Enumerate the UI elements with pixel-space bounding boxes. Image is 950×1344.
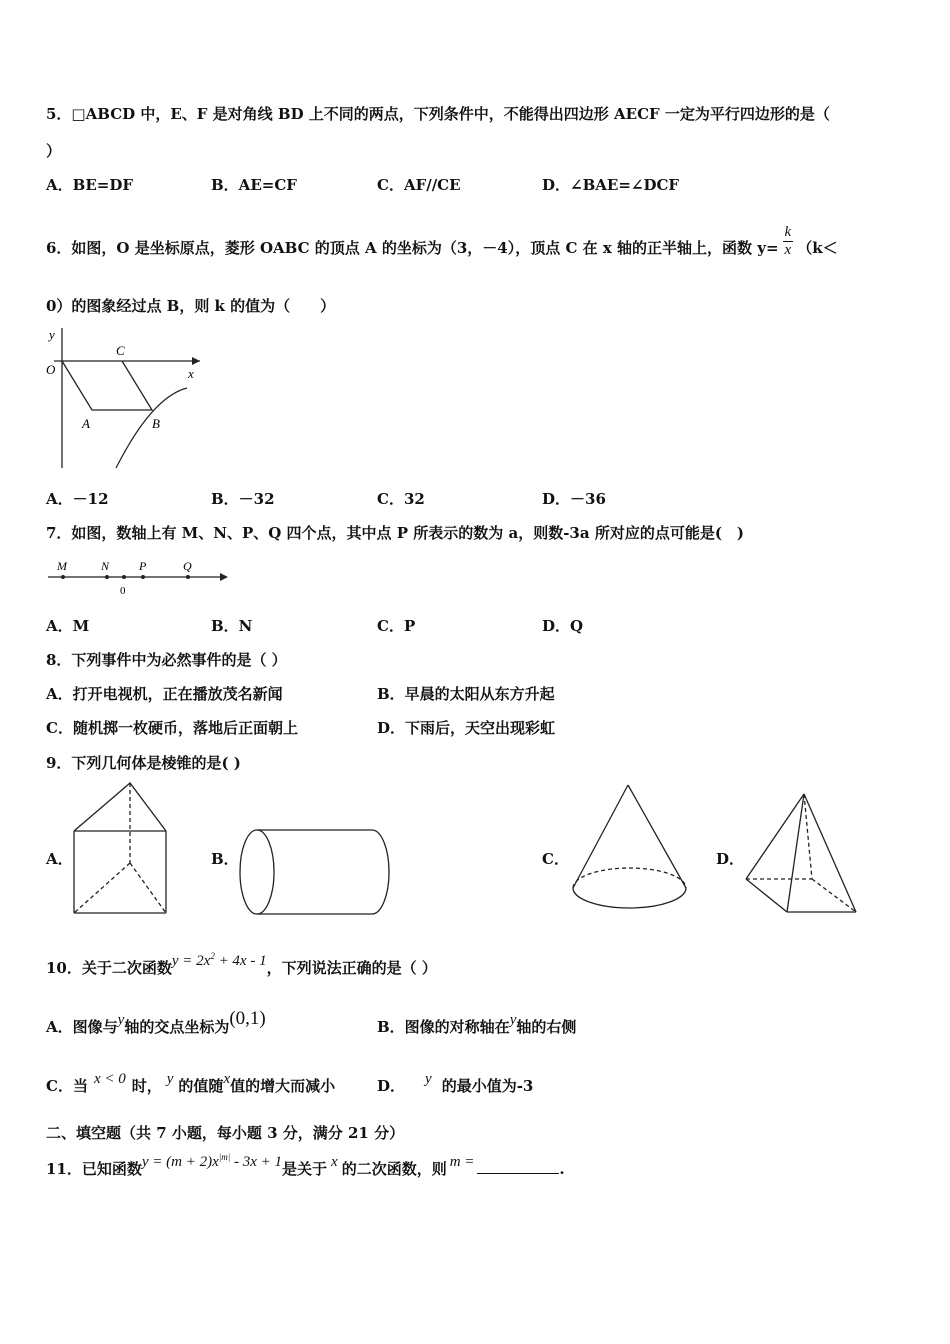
q10-option-d-var: y — [425, 1071, 432, 1087]
q10-option-a-point: (0,1) — [229, 1008, 266, 1029]
q10-option-b-suffix: 轴的右侧 — [516, 1018, 577, 1036]
q9-option-d-label: D． — [716, 850, 745, 868]
q10-function-exponent: 2 — [210, 951, 215, 961]
point-m — [61, 575, 65, 579]
label-n: N — [101, 559, 110, 573]
q5-option-c: C．AF//CE — [377, 176, 461, 194]
q10-option-b-var: y — [509, 1012, 517, 1028]
point-p — [141, 575, 145, 579]
q8-option-c: C．随机掷一枚硬币，落地后正面朝上 — [46, 719, 298, 737]
q6-option-a: A．－12 — [46, 490, 109, 508]
q7-stem: 7．如图，数轴上有 M、N、P、Q 四个点，其中点 P 所表示的数为 a，则数-3a 所对应的点可能是( ) — [46, 524, 745, 542]
q6-fraction-den: x — [784, 241, 792, 258]
q6-option-b: B．－32 — [211, 490, 275, 508]
q9-cone — [566, 780, 694, 914]
q9-option-c-label: C． — [542, 850, 569, 868]
q11-function — [142, 1154, 282, 1170]
pyramid-edge-right — [804, 794, 856, 912]
pyramid-edge-front — [787, 794, 804, 912]
prism-top-roof — [74, 783, 166, 831]
q10-option-c — [46, 1071, 336, 1096]
label-b: B — [152, 416, 160, 431]
cone-base-back — [573, 868, 686, 888]
q9-option-b-label: B． — [211, 850, 239, 868]
q11-function-lhs: y = (m + 2)x — [141, 1154, 219, 1170]
label-m: M — [57, 559, 67, 573]
q6-stem-line1 — [46, 224, 838, 266]
q8-stem: 8．下列事件中为必然事件的是（ ） — [46, 651, 287, 669]
q6-stem-part2: （k＜ — [797, 239, 838, 257]
q11-function-rest: - 3x + 1 — [230, 1154, 282, 1170]
q10-stem — [46, 951, 437, 978]
q10-option-d-prefix: D． — [377, 1077, 406, 1095]
q11-answer-var: m = — [449, 1154, 475, 1170]
q11-stem — [46, 1152, 565, 1179]
q5-option-d: D．∠BAE=∠DCF — [542, 176, 680, 194]
point-n — [105, 575, 109, 579]
prism-hidden-right — [130, 863, 166, 913]
cone-left-slant — [573, 785, 628, 888]
q10-function — [172, 953, 267, 969]
q5-stem-line2: ） — [46, 142, 62, 160]
q5-option-a: A．BE=DF — [46, 176, 133, 194]
q6-option-d: D．－36 — [542, 490, 606, 508]
q5-option-b: B．AE=CF — [211, 176, 297, 194]
label-q: Q — [183, 559, 192, 573]
rhombus-oabc — [62, 361, 152, 410]
q9-cylinder — [234, 822, 392, 922]
q10-option-a-var: y — [117, 1012, 125, 1028]
q9-triangular-prism — [66, 778, 174, 920]
q10-option-c-suffix: 值的增大而减小 — [230, 1077, 336, 1095]
q10-option-a — [46, 1008, 266, 1038]
cylinder-front-face — [240, 830, 274, 914]
q10-option-a-prefix: A．图像与 — [46, 1018, 118, 1036]
pyramid-hidden-edge — [804, 794, 812, 879]
label-c: C — [116, 343, 125, 358]
point-q — [186, 575, 190, 579]
label-x: x — [188, 366, 194, 381]
q8-option-d: D．下雨后，天空出现彩虹 — [377, 719, 556, 737]
prism-hidden-left — [74, 863, 130, 913]
q10-function-rest: + 4x - 1 — [214, 953, 267, 969]
cone-right-slant — [628, 785, 686, 888]
q10-option-c-mid2: 的值随 — [178, 1077, 224, 1095]
q6-fraction-num: k — [784, 224, 792, 240]
label-p: P — [139, 559, 147, 573]
q7-option-d: D．Q — [542, 617, 584, 635]
q9-stem: 9．下列几何体是棱锥的是( ) — [46, 754, 241, 772]
q11-end: . — [559, 1160, 565, 1178]
q7-option-a: A．M — [46, 617, 90, 635]
q11-function-exponent: |m| — [218, 1152, 231, 1162]
cylinder-back-arc — [372, 830, 389, 914]
q8-option-a: A．打开电视机，正在播放茂名新闻 — [46, 685, 283, 703]
q10-option-d-suffix: 的最小值为-3 — [441, 1077, 534, 1095]
q11-prefix: 11．已知函数 — [46, 1160, 142, 1178]
cone-base-front — [573, 888, 686, 908]
point-zero — [122, 575, 126, 579]
q5-stem-line1: 5．□ABCD 中，E、F 是对角线 BD 上不同的两点，下列条件中，不能得出四边形 AECF 一定为平行四边形的是（ — [46, 105, 830, 123]
q9-pyramid — [740, 788, 862, 918]
q11-mid1: 是关于 — [282, 1160, 328, 1178]
q6-rhombus-figure — [40, 322, 210, 472]
q10-option-c-mid1: 时， — [131, 1077, 162, 1095]
q7-number-line — [44, 556, 234, 600]
q10-stem-suffix: ，下列说法正确的是（ ） — [266, 959, 437, 977]
pyramid-edge-left — [746, 794, 804, 879]
label-zero: 0 — [120, 585, 126, 597]
q10-option-c-prefix: C．当 — [46, 1077, 88, 1095]
q11-mid2: 的二次函数，则 — [341, 1160, 447, 1178]
q9-option-a-label: A． — [46, 850, 73, 868]
q10-option-c-condition: x < 0 — [93, 1071, 126, 1087]
q6-option-c: C．32 — [377, 490, 425, 508]
q10-option-a-mid: 轴的交点坐标为 — [124, 1018, 230, 1036]
number-line-arrow — [220, 573, 228, 581]
section-2-title: 二、填空题（共 7 小题，每小题 3 分，满分 21 分） — [46, 1124, 405, 1142]
q10-option-c-var2: x — [223, 1071, 231, 1087]
x-axis-arrow — [192, 357, 200, 365]
q10-option-c-var1: y — [166, 1071, 174, 1087]
q7-option-c: C．P — [377, 617, 416, 635]
q10-option-d — [377, 1071, 534, 1096]
q6-stem-part1: 6．如图，O 是坐标原点，菱形 OABC 的顶点 A 的坐标为（3，－4），顶点 C 在 x 轴的正半轴上，函数 y= — [46, 239, 779, 257]
q8-option-b: B．早晨的太阳从东方升起 — [377, 685, 555, 703]
label-o: O — [46, 362, 56, 377]
q10-option-b — [377, 1012, 577, 1037]
label-a: A — [82, 416, 90, 431]
q11-answer-blank[interactable] — [477, 1159, 559, 1174]
label-y: y — [49, 327, 55, 342]
q11-var: x — [331, 1154, 338, 1170]
q10-function-lhs: y = 2x — [171, 953, 211, 969]
q10-stem-prefix: 10．关于二次函数 — [46, 959, 172, 977]
q6-fraction — [783, 224, 794, 258]
pyramid-base-left — [746, 879, 787, 912]
q7-option-b: B．N — [211, 617, 253, 635]
q6-stem-line2: 0）的图象经过点 B，则 k 的值为（ ） — [46, 297, 336, 315]
q10-option-b-prefix: B．图像的对称轴在 — [377, 1018, 510, 1036]
